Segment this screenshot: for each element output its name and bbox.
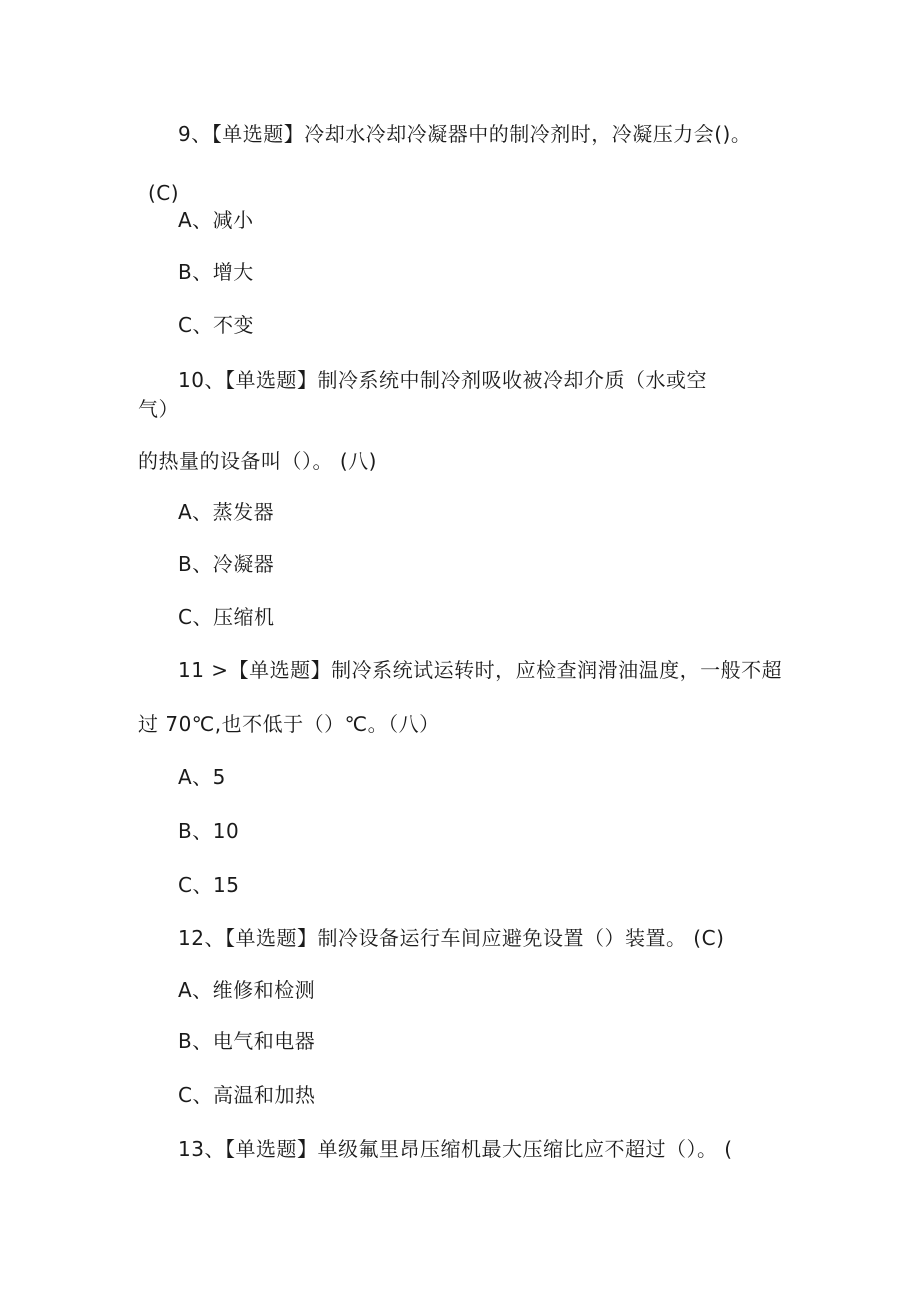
question-9-answer: (C) <box>148 181 180 205</box>
question-12-text: 12、【单选题】制冷设备运行车间应避免设置（）装置。 (C) <box>178 926 725 950</box>
question-10-option-c: C、压缩机 <box>178 605 275 629</box>
question-10-text: 10、【单选题】制冷系统中制冷剂吸收被冷却介质（水或空 <box>178 368 707 392</box>
question-13-text: 13、【单选题】单级氟里昂压缩机最大压缩比应不超过（）。 ( <box>178 1137 733 1161</box>
question-9-option-a: A、减小 <box>178 208 254 232</box>
question-12-option-b: B、电气和电器 <box>178 1029 316 1053</box>
question-11-text-cont: 过 70℃,也不低于（）℃。（八） <box>138 712 440 736</box>
question-12-option-a: A、维修和检测 <box>178 978 316 1002</box>
question-10-option-a: A、蒸发器 <box>178 500 275 524</box>
question-11-option-c: C、15 <box>178 873 240 897</box>
question-9-text: 9、【单选题】冷却水冷却冷凝器中的制冷剂时，冷凝压力会()。 <box>178 122 752 146</box>
question-10-text-cont-2: 的热量的设备叫（）。 (八) <box>138 449 377 473</box>
question-12-option-c: C、高温和加热 <box>178 1083 316 1107</box>
question-11-text: 11 >【单选题】制冷系统试运转时，应检查润滑油温度，一般不超 <box>178 658 783 682</box>
question-11-option-b: B、10 <box>178 819 240 843</box>
question-9-option-b: B、增大 <box>178 260 254 284</box>
question-10-option-b: B、冷凝器 <box>178 552 275 576</box>
question-11-option-a: A、5 <box>178 765 226 789</box>
question-10-text-cont: 气） <box>138 397 179 421</box>
question-9-option-c: C、不变 <box>178 313 254 337</box>
